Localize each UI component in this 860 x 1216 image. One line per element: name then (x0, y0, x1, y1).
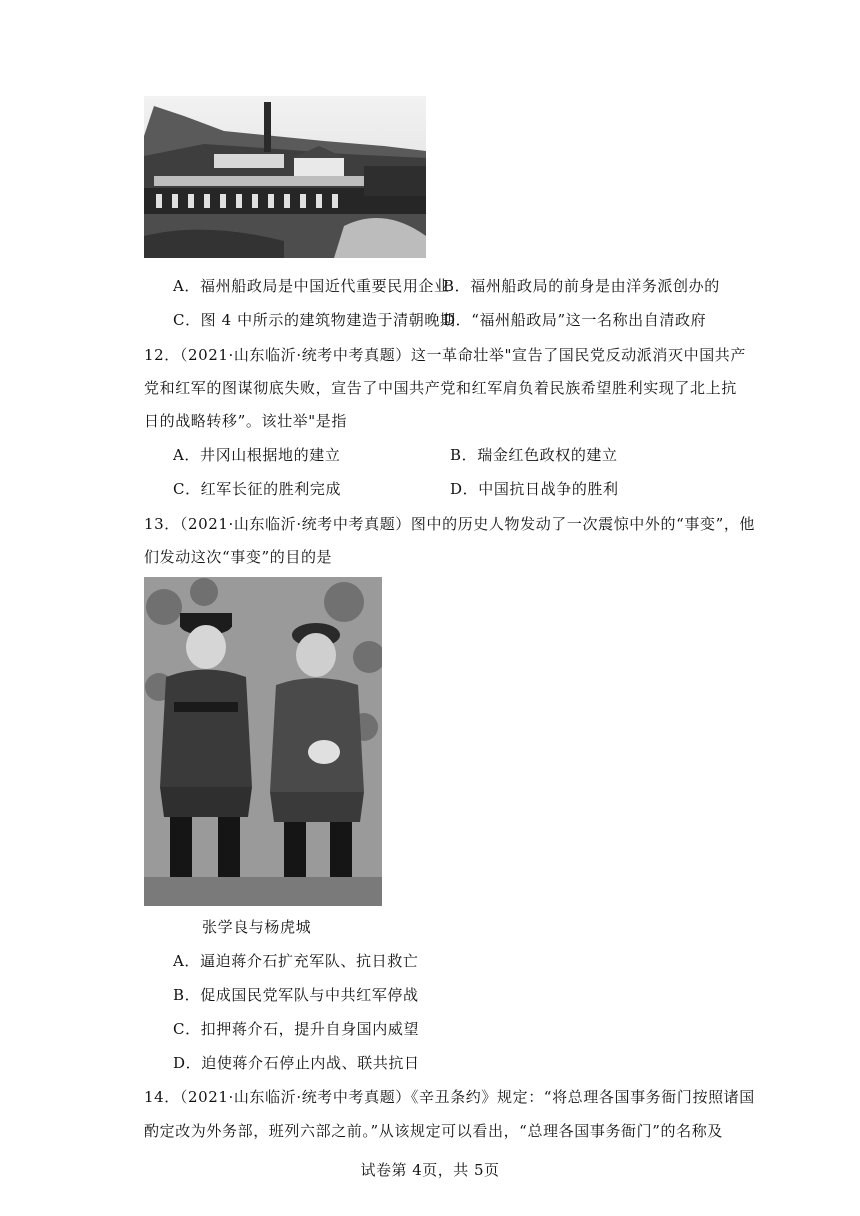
q12-option-b: B．瑞金红色政权的建立 (450, 446, 618, 464)
fuzhou-shipyard-image (144, 96, 426, 258)
q13-option-b: B．促成国民党军队与中共红军停战 (173, 986, 419, 1004)
q12-stem-line-3: 日的战略转移”。该壮举"是指 (144, 412, 347, 430)
page-footer: 试卷第 4页，共 5页 (360, 1161, 500, 1179)
q12-option-a: A．井冈山根据地的建立 (173, 446, 341, 464)
q13-option-d: D．迫使蒋介石停止内战、联共抗日 (173, 1054, 420, 1072)
zhang-yang-photo (144, 577, 382, 906)
q13-option-a: A．逼迫蒋介石扩充军队、抗日救亡 (173, 952, 419, 970)
q12-stem-line-1: 12．（2021·山东临沂·统考中考真题）这一革命壮举"宣告了国民党反动派消灭中国共产 (144, 346, 746, 364)
fuzhou-shipyard-photo (144, 96, 426, 258)
two-officers-image (144, 577, 382, 906)
q11-option-c: C．图 4 中所示的建筑物建造于清朝晚期 (173, 311, 456, 329)
q12-stem-line-2: 党和红军的图谋彻底失败，宣告了中国共产党和红军肩负着民族希望胜利实现了北上抗 (144, 379, 737, 397)
q11-option-b: B．福州船政局的前身是由洋务派创办的 (443, 277, 720, 295)
q12-option-d: D．中国抗日战争的胜利 (450, 480, 619, 498)
q13-stem-line-2: 们发动这次“事变”的目的是 (144, 548, 333, 566)
q11-option-d: D．“福州船政局”这一名称出自清政府 (443, 311, 707, 329)
q13-option-c: C．扣押蒋介石，提升自身国内威望 (173, 1020, 420, 1038)
q14-stem-line-2: 酌定改为外务部，班列六部之前。”从该规定可以看出，“总理各国事务衙门”的名称及 (144, 1122, 723, 1140)
q13-stem-line-1: 13．（2021·山东临沂·统考中考真题）图中的历史人物发动了一次震惊中外的“事变”，他 (144, 515, 756, 533)
q14-stem-line-1: 14．（2021·山东临沂·统考中考真题）《辛丑条约》规定：“将总理各国事务衙门按照诸国 (144, 1088, 755, 1106)
q11-option-a: A．福州船政局是中国近代重要民用企业 (173, 277, 450, 295)
photo-caption: 张学良与杨虎城 (202, 918, 312, 936)
q12-option-c: C．红军长征的胜利完成 (173, 480, 342, 498)
